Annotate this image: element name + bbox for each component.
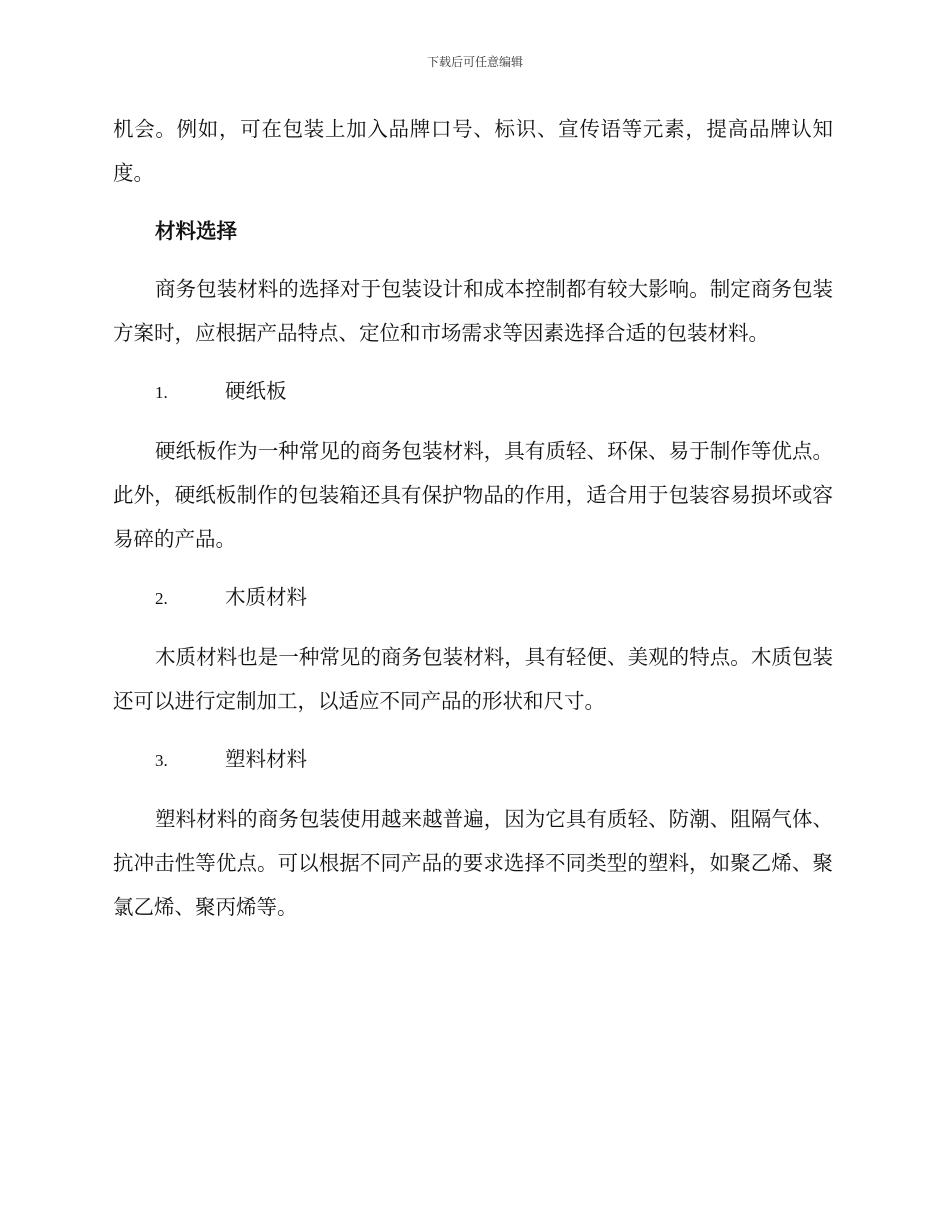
paragraph-plastic: 塑料材料的商务包装使用越来越普遍，因为它具有质轻、防潮、阻隔气体、抗冲击性等优点。可以根据不同产品的要求选择不同类型的塑料，如聚乙烯、聚氯乙烯、聚丙烯等。 — [113, 807, 833, 919]
list-number: 1. — [155, 383, 168, 402]
list-item-label: 木质材料 — [225, 585, 307, 609]
list-item-plastic — [113, 737, 833, 783]
paragraph-cardboard: 硬纸板作为一种常见的商务包装材料，具有质轻、环保、易于制作等优点。此外，硬纸板制作的包装箱还具有保护物品的作用，适合用于包装容易损坏或容易碎的产品。 — [113, 439, 833, 551]
paragraph-continued: 机会。例如，可在包装上加入品牌口号、标识、宣传语等元素，提高品牌认知度。 — [113, 117, 833, 185]
list-item-wood — [113, 575, 833, 621]
paragraph-wood: 木质材料也是一种常见的商务包装材料，具有轻便、美观的特点。木质包装还可以进行定制加工，以适应不同产品的形状和尺寸。 — [113, 645, 833, 713]
list-item-label: 硬纸板 — [225, 379, 287, 403]
paragraph-intro: 商务包装材料的选择对于包装设计和成本控制都有较大影响。制定商务包装方案时，应根据产品特点、定位和市场需求等因素选择合适的包装材料。 — [113, 277, 833, 345]
section-heading: 材料选择 — [155, 219, 237, 243]
list-number: 3. — [155, 751, 168, 770]
page-header: 下载后可任意编辑 — [426, 55, 523, 69]
list-item-label: 塑料材料 — [225, 747, 307, 771]
document-body — [113, 107, 833, 943]
list-number: 2. — [155, 589, 168, 608]
list-item-cardboard — [113, 369, 833, 415]
